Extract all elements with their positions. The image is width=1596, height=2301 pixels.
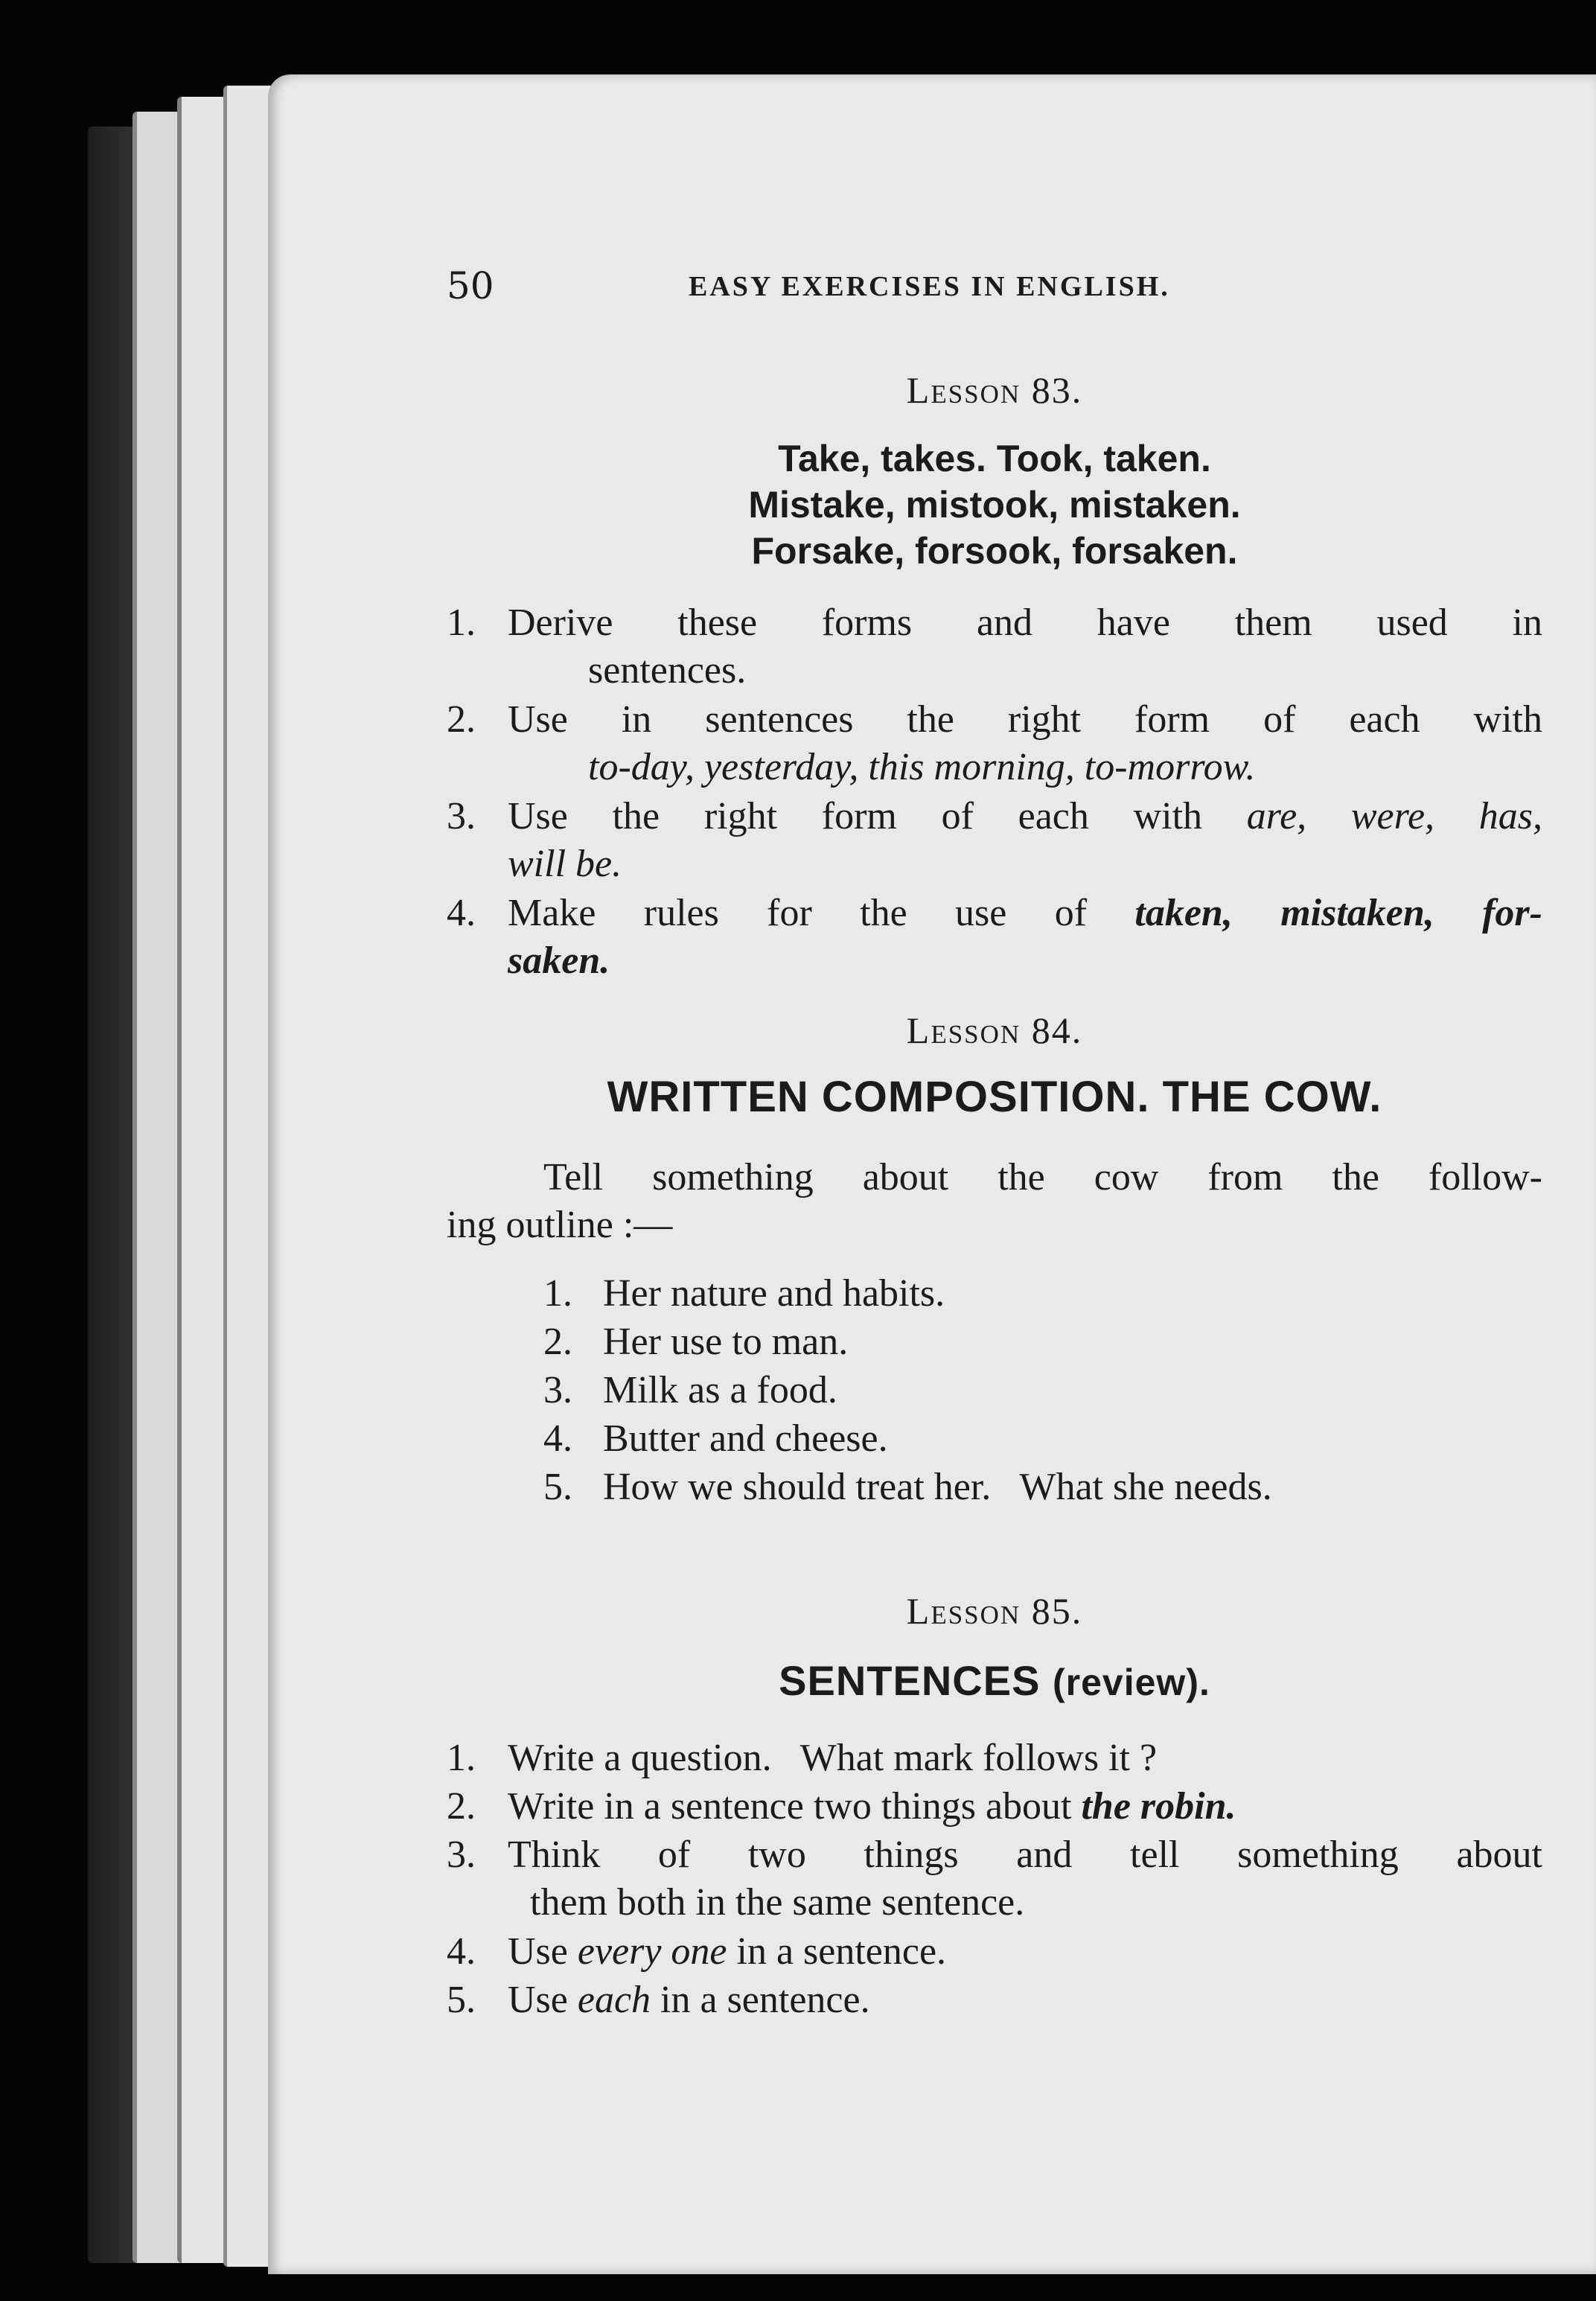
outline-item: 3. Milk as a food. <box>543 1369 837 1411</box>
lesson-85-heading: SENTENCES (review). <box>779 1657 1210 1704</box>
list-item: 2. Use in sentences the right form of each with to-day, yesterday, this morning, to-morrow. <box>447 698 1542 788</box>
forms-line: Mistake, mistook, mistaken. <box>748 484 1241 526</box>
list-item: 1. Derive these forms and have them used in sentences. <box>447 601 1542 692</box>
list-item: 2. Write in a sentence two things about the robin. <box>447 1785 1236 1828</box>
lesson-83-forms <box>447 435 1542 574</box>
page-number: 50 <box>447 264 494 307</box>
list-item: 3. Think of two things and tell something about them both in the same sentence. <box>447 1834 1542 1924</box>
lesson-83-title: Lesson 83. <box>906 369 1083 411</box>
outline-item: 5. How we should treat her. What she needs. <box>543 1466 1272 1508</box>
lesson-84-intro: Tell something about the cow from the follow- ing outline :— <box>447 1156 1542 1246</box>
list-item: 4. Use every one in a sentence. <box>447 1930 947 1973</box>
list-item: 3. Use the right form of each with are, were, has, will be. <box>447 795 1542 885</box>
forms-line: Take, takes. Took, taken. <box>778 438 1211 479</box>
list-item: 4. Make rules for the use of taken, mistaken, for- saken. <box>447 892 1542 982</box>
lesson-84-title: Lesson 84. <box>906 1009 1083 1051</box>
outline-item: 1. Her nature and habits. <box>543 1272 945 1315</box>
lesson-84-outline <box>543 1269 1542 1511</box>
lesson-84-heading: WRITTEN COMPOSITION. THE COW. <box>607 1073 1382 1121</box>
forms-line: Forsake, forsook, forsaken. <box>751 530 1238 572</box>
list-item: 1. Write a question. What mark follows it ? <box>447 1737 1158 1779</box>
running-head: EASY EXERCISES IN ENGLISH. <box>689 271 1170 302</box>
lesson-85-title: Lesson 85. <box>906 1590 1083 1632</box>
outline-item: 2. Her use to man. <box>543 1321 849 1363</box>
outline-item: 4. Butter and cheese. <box>543 1417 888 1460</box>
list-item: 5. Use each in a sentence. <box>447 1979 870 2021</box>
